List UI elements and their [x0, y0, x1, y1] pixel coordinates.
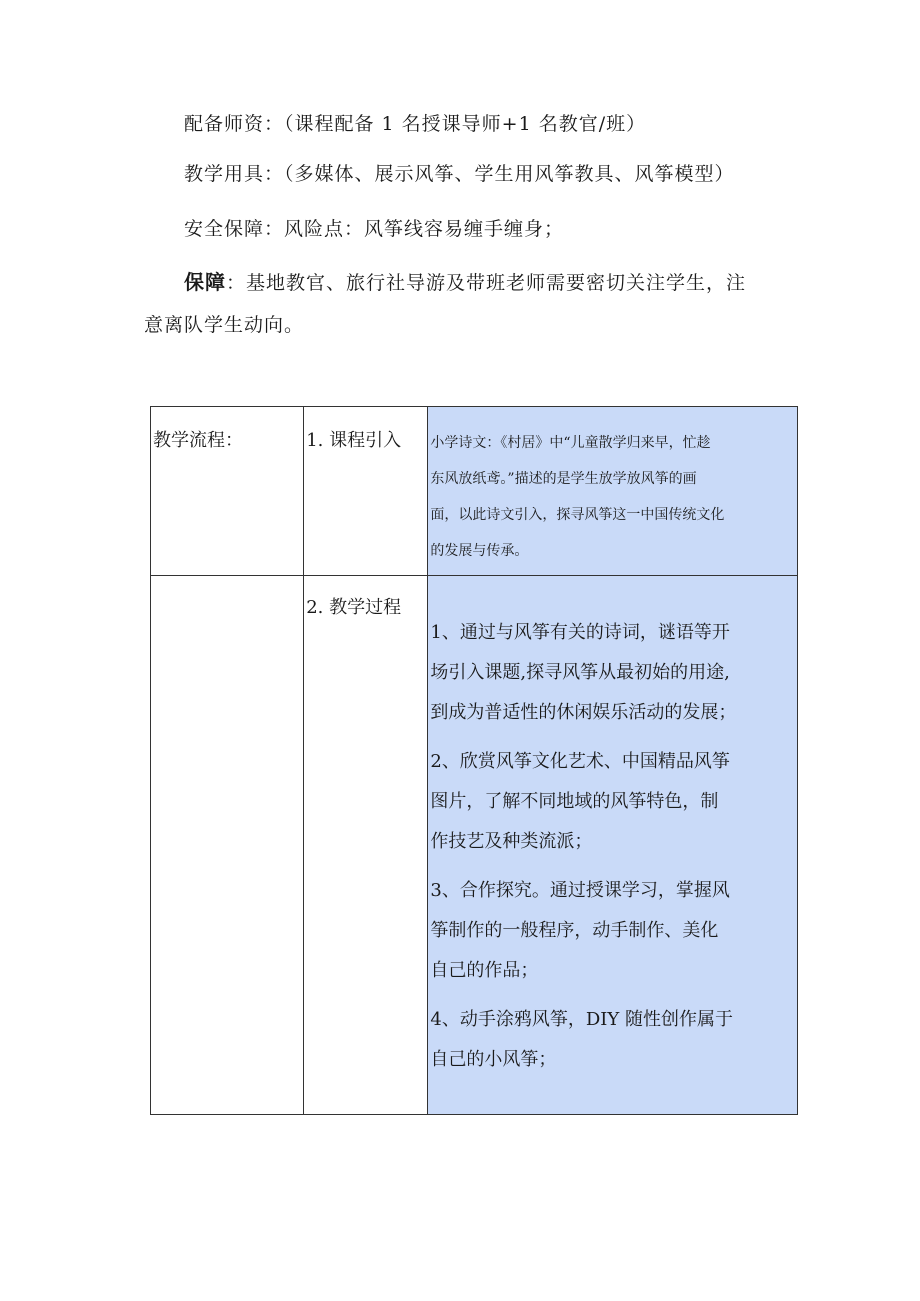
- tools-line: 教学用具：（多媒体、展示风筝、学生用风筝教具、风筝模型）: [184, 163, 735, 185]
- list-item: 4、动手涂鸦风筝，DIY 随性创作属于 自己的小风筝；: [430, 1009, 734, 1070]
- guarantee-label: 保障: [184, 270, 226, 294]
- guarantee-line-2: 意离队学生动向。: [144, 314, 305, 336]
- guarantee-text: ：基地教官、旅行社导游及带班老师需要密切关注学生，注: [226, 272, 747, 294]
- flow-label-cell: [151, 407, 304, 576]
- empty-cell: [151, 576, 304, 1115]
- table-row: [151, 407, 798, 576]
- step2-list: [428, 576, 797, 1103]
- step1-label-cell: [304, 407, 428, 576]
- step1-text: 小学诗文：《村居》中“儿童散学归来早，忙趁 东风放纸鸢。”描述的是学生放学放风筝的画 面，以此诗文引入，探寻风筝这一中国传统文化 的发展与传承。: [430, 435, 725, 559]
- step2-label-cell: [304, 576, 428, 1115]
- list-item: 3、合作探究。通过授课学习，掌握风 筝制作的一般程序，动手制作、美化 自己的作品；: [430, 880, 730, 981]
- list-item: 2、欣赏风筝文化艺术、中国精品风筝 图片，了解不同地域的风筝特色，制 作技艺及种类流派；: [430, 751, 730, 852]
- step2-label: 2. 教学过程: [306, 597, 402, 618]
- step1-content-cell: [428, 407, 798, 576]
- table-row: [151, 576, 798, 1115]
- flow-label: 教学流程：: [153, 430, 243, 451]
- safety-line: 安全保障：风险点：风筝线容易缠手缠身；: [184, 218, 565, 240]
- step2-content-cell: [428, 576, 798, 1115]
- step1-label: 1. 课程引入: [306, 430, 402, 451]
- list-item: 1、通过与风筝有关的诗词，谜语等开 场引入课题,探寻风筝从最初始的用途, 到成为普适性的休闲娱乐活动的发展；: [430, 622, 737, 723]
- staff-line: 配备师资：（课程配备 1 名授课导师+1 名教官/班）: [184, 113, 647, 135]
- teaching-flow-table: [150, 406, 798, 1115]
- guarantee-line: [184, 270, 746, 295]
